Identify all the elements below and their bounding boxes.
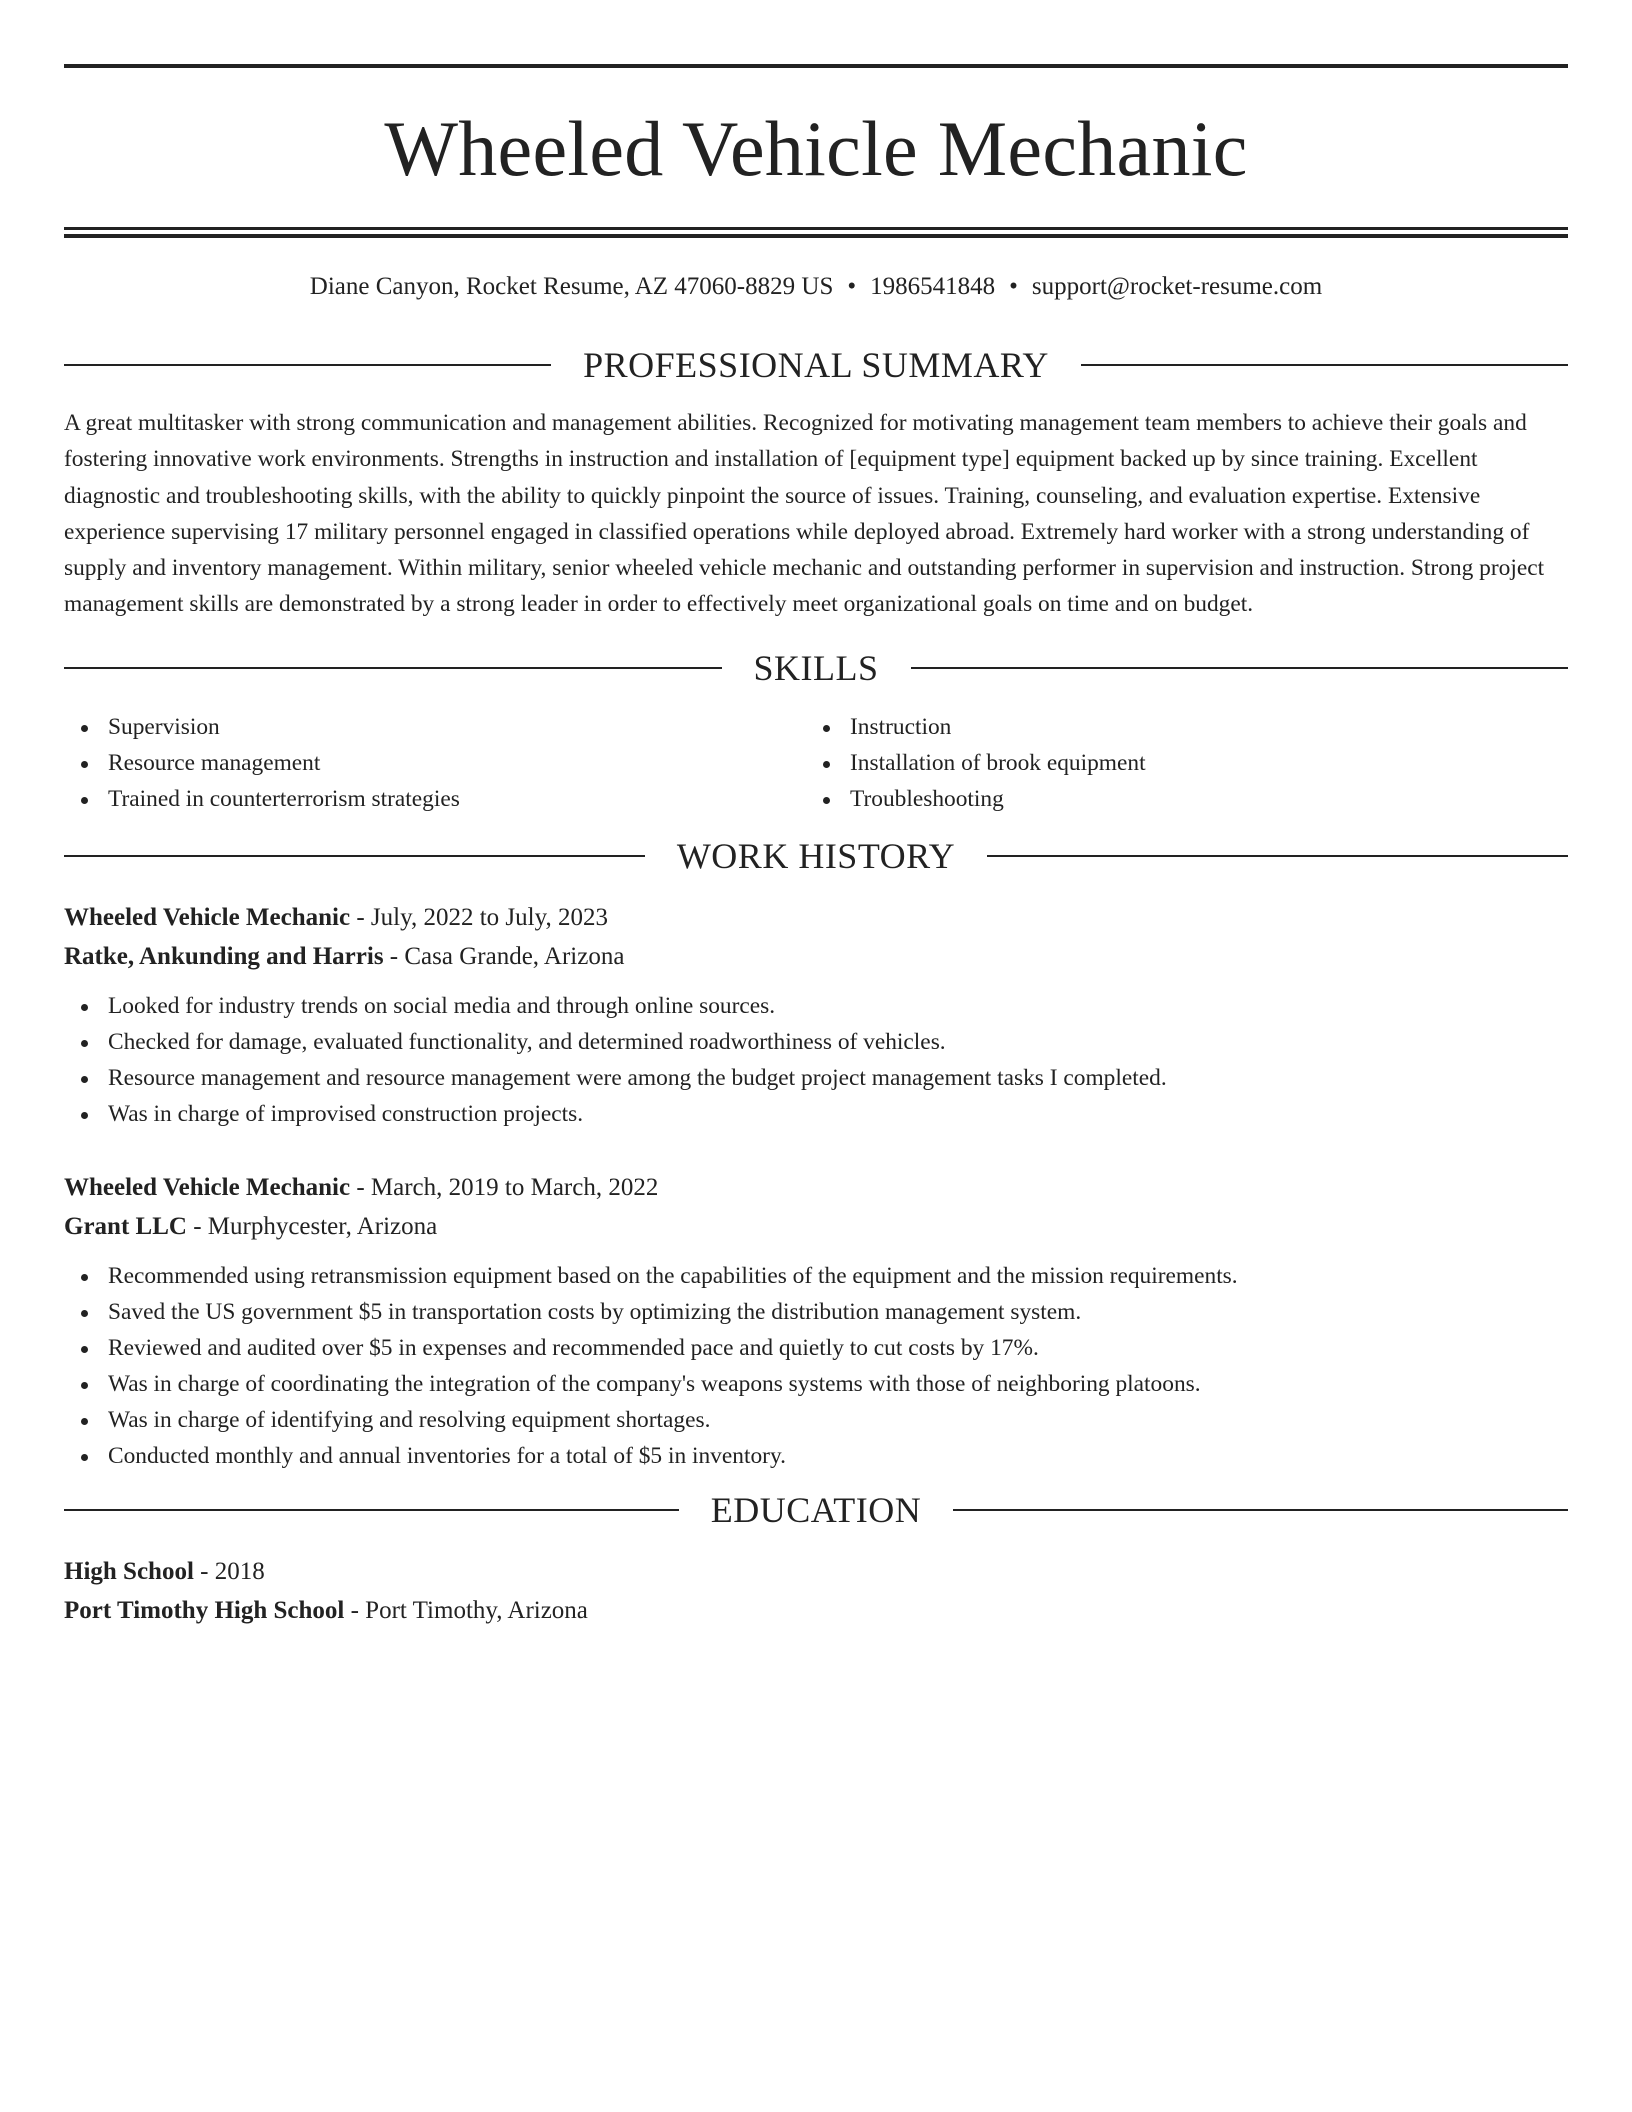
- job-dates: - March, 2019 to March, 2022: [350, 1173, 659, 1201]
- heading-rule-right: [1081, 364, 1568, 366]
- education-degree: High School: [64, 1557, 194, 1585]
- education-heading-label: EDUCATION: [710, 1489, 922, 1530]
- job-bullet: Saved the US government $5 in transportation costs by optimizing the distribution management system.: [64, 1294, 1568, 1330]
- job-bullet: Was in charge of coordinating the integration of the company's weapons systems with those of neighboring platoons.: [64, 1366, 1568, 1402]
- job-bullet: Resource management and resource management were among the budget project management tasks I completed.: [64, 1060, 1568, 1096]
- work-heading-label: WORK HISTORY: [676, 835, 956, 876]
- heading-rule-right: [953, 1509, 1568, 1511]
- job-bullet: Conducted monthly and annual inventories for a total of $5 in inventory.: [64, 1438, 1568, 1474]
- heading-rule-right: [987, 855, 1568, 857]
- job-bullets: [64, 1258, 1568, 1474]
- header-bottom-rule: [64, 227, 1568, 238]
- job-bullet: Reviewed and audited over $5 in expenses and recommended pace and quietly to cut costs by 17%.: [64, 1330, 1568, 1366]
- job-company-line: [64, 1207, 1568, 1246]
- education-heading: [64, 1488, 1568, 1532]
- header-top-rule: [64, 64, 1568, 68]
- heading-rule-left: [64, 1509, 679, 1511]
- skills-column-right: [806, 709, 1548, 817]
- summary-heading-label: PROFESSIONAL SUMMARY: [583, 345, 1049, 385]
- education-school: Port Timothy High School: [64, 1596, 345, 1624]
- job-bullet: Checked for damage, evaluated functionality, and determined roadworthiness of vehicles.: [64, 1024, 1568, 1060]
- job-title-line: [64, 1168, 1568, 1207]
- skill-item: Supervision: [64, 709, 806, 745]
- summary-heading: [64, 343, 1568, 387]
- job-company: Grant LLC: [64, 1212, 187, 1240]
- education-school-line: [64, 1591, 1568, 1630]
- skills-column-left: [64, 709, 806, 817]
- job-entry: [64, 898, 1568, 1132]
- skill-item: Installation of brook equipment: [806, 745, 1548, 781]
- skill-item: Instruction: [806, 709, 1548, 745]
- job-bullet: Looked for industry trends on social media and through online sources.: [64, 988, 1568, 1024]
- resume-page: [64, 64, 1568, 1630]
- heading-rule-left: [64, 364, 551, 366]
- contact-line: [64, 271, 1568, 303]
- job-bullets: [64, 988, 1568, 1132]
- job-bullet: Was in charge of improvised construction projects.: [64, 1096, 1568, 1132]
- heading-rule-left: [64, 667, 722, 669]
- contact-separator: •: [1009, 273, 1018, 300]
- skill-item: Troubleshooting: [806, 781, 1548, 817]
- education-entry: [64, 1552, 1568, 1630]
- education-year: - 2018: [193, 1557, 265, 1585]
- skills-heading-label: SKILLS: [753, 647, 879, 688]
- skill-item: Trained in counterterrorism strategies: [64, 781, 806, 817]
- education-location: - Port Timothy, Arizona: [344, 1596, 588, 1624]
- job-bullet: Recommended using retransmission equipment based on the capabilities of the equipment and the mission requirements.: [64, 1258, 1568, 1294]
- job-title-line: [64, 898, 1568, 937]
- job-title: Wheeled Vehicle Mechanic: [64, 903, 351, 931]
- job-title: Wheeled Vehicle Mechanic: [64, 1173, 351, 1201]
- education-degree-line: [64, 1552, 1568, 1591]
- contact-email: support@rocket-resume.com: [1031, 273, 1323, 300]
- skills-list: [64, 709, 1568, 817]
- job-bullet: Was in charge of identifying and resolving equipment shortages.: [64, 1402, 1568, 1438]
- contact-address: Diane Canyon, Rocket Resume, AZ 47060-8829 US: [309, 273, 834, 300]
- skill-item: Resource management: [64, 745, 806, 781]
- contact-phone: 1986541848: [870, 273, 996, 300]
- job-location: - Murphycester, Arizona: [186, 1212, 438, 1240]
- job-company-line: [64, 937, 1568, 976]
- job-company: Ratke, Ankunding and Harris: [64, 942, 384, 970]
- job-dates: - July, 2022 to July, 2023: [350, 903, 608, 931]
- heading-rule-right: [911, 667, 1569, 669]
- job-entry: [64, 1168, 1568, 1474]
- summary-text: A great multitasker with strong communication and management abilities. Recognized for motivating management team members to achieve their goals and fostering innovative work environments. Strengths in instruction and installation of [equipment type] equipment backed up by since training. Excellent diagnostic and troubleshooting skills, with the ability to quickly pinpoint the source of issues. Training, counseling, and evaluation expertise. Extensive experience supervising 17 military personnel engaged in classified operations while deployed abroad. Extremely hard worker with a strong understanding of supply and inventory management. Within military, senior wheeled vehicle mechanic and outstanding performer in supervision and instruction. Strong project management skills are demonstrated by a strong leader in order to effectively meet organizational goals on time and on budget.: [64, 410, 1545, 618]
- work-heading: [64, 834, 1568, 878]
- heading-rule-left: [64, 855, 645, 857]
- skills-heading: [64, 646, 1568, 690]
- contact-separator: •: [847, 273, 857, 300]
- resume-title: Wheeled Vehicle Mechanic: [384, 105, 1248, 192]
- job-location: - Casa Grande, Arizona: [383, 942, 625, 970]
